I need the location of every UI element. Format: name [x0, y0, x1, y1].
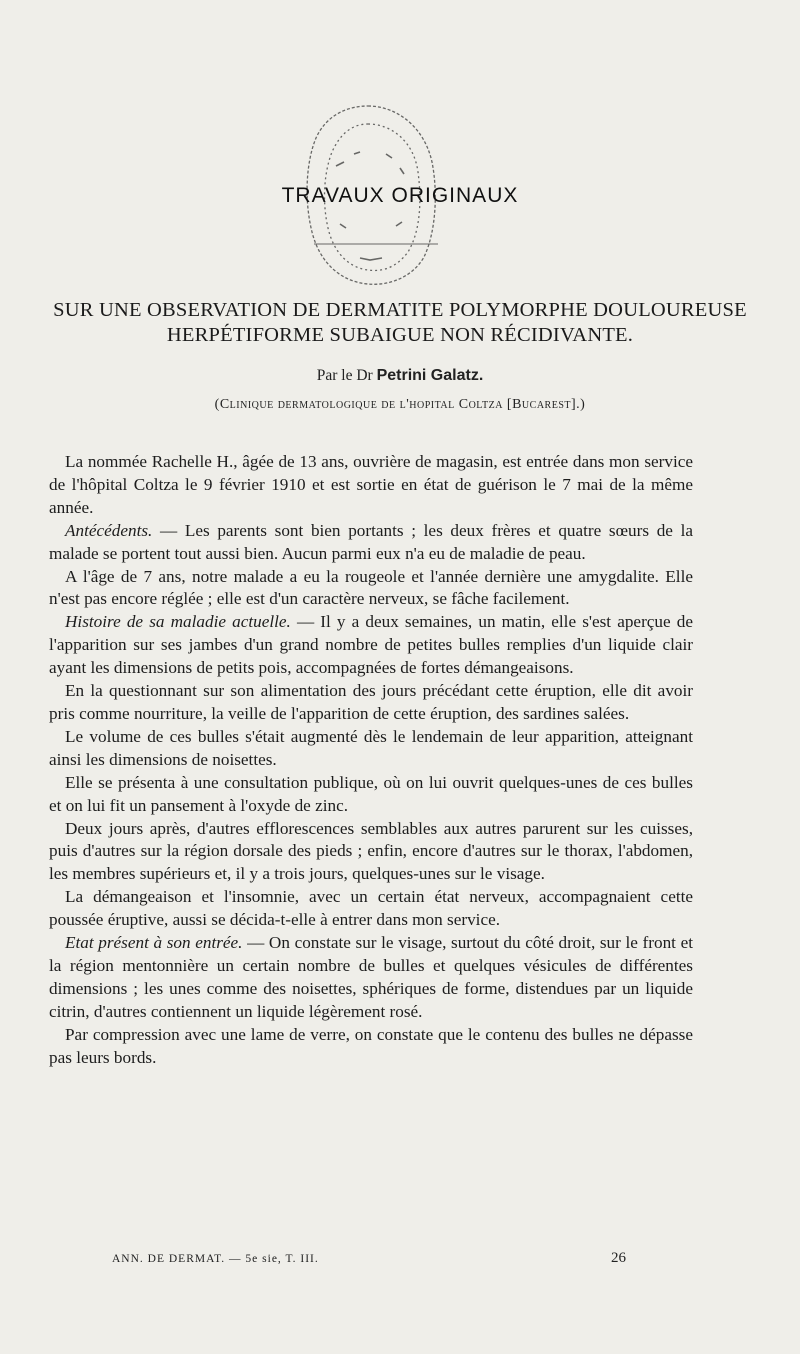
body-paragraph [49, 772, 693, 818]
body-paragraph [49, 566, 693, 612]
page-footer [112, 1250, 626, 1267]
paragraph-text: A l'âge de 7 ans, notre malade a eu la rougeole et l'année dernière une amygdalite. Elle n'est pas encore réglée ; elle est d'un caractère nerveux, se fâche facilement. [49, 566, 693, 609]
author-name: Petrini Galatz. [376, 367, 484, 384]
paragraph-lead: Histoire de sa maladie actuelle. [65, 612, 291, 632]
section-heading: TRAVAUX ORIGINAUX [281, 184, 519, 207]
article-body [49, 451, 693, 1069]
paragraph-lead: Etat présent à son entrée. [65, 933, 243, 953]
body-paragraph [49, 611, 693, 680]
body-paragraph [49, 451, 693, 520]
paragraph-lead: Antécédents. [65, 520, 153, 540]
affiliation [0, 397, 800, 413]
paragraph-text: En la questionnant sur son alimentation des jours précédant cette éruption, elle dit avoir pris comme nourriture, la veille de l'apparition de cette éruption, des sardines salées. [49, 681, 693, 723]
byline-prefix: Par le Dr [316, 367, 373, 384]
paragraph-text: — Les parents sont bien portants ; les deux frères et quatre sœurs de la malade se portent tout aussi bien. Aucun parmi eux n'a eu de maladie de peau. [49, 520, 693, 563]
affiliation-text: (Clinique dermatologique de l'hopital Coltza [Bucarest].) [214, 397, 586, 412]
body-paragraph [49, 520, 693, 566]
paragraph-text: La nommée Rachelle H., âgée de 13 ans, ouvrière de magasin, est entrée dans mon service de l'hôpital Coltza le 9 février 1910 et est sortie en état de guérison le 7 mai de la même année. [49, 452, 693, 517]
paragraph-text: La démangeaison et l'insomnie, avec un certain état nerveux, accompagnaient cette poussée éruptive, aussi se décida-t-elle à entrer dans mon service. [49, 887, 693, 930]
body-paragraph [49, 726, 693, 772]
body-paragraph [49, 818, 693, 887]
article-title: SUR UNE OBSERVATION DE DERMATITE POLYMORPHE DOULOUREUSE HERPÉTIFORME SUBAIGUE NON RÉCIDIVANTE. [53, 299, 747, 346]
paragraph-text: Elle se présenta à une consultation publique, où on lui ouvrit quelques-unes de ces bulles et on lui fit un pansement à l'oxyde de zinc. [49, 772, 693, 815]
journal-reference: ANN. DE DERMAT. — 5e sie, T. III. [112, 1253, 319, 1265]
body-paragraph [49, 932, 693, 1024]
byline [0, 367, 800, 385]
page-number: 26 [611, 1250, 626, 1266]
paragraph-text: Par compression avec une lame de verre, on constate que le contenu des bulles ne dépasse pas leurs bords. [49, 1024, 693, 1067]
body-paragraph [49, 886, 693, 932]
body-paragraph [49, 680, 693, 726]
body-paragraph [49, 1024, 693, 1070]
paragraph-text: — On constate sur le visage, surtout du côté droit, sur le front et la région mentonnière un certain nombre de bulles et quelques vésicules de différentes dimensions ; les unes comme des noisettes, sphériques de forme, distendues par un liquide citrin, d'autres contiennent un liquide légèrement rosé. [49, 933, 693, 1021]
paragraph-text: Le volume de ces bulles s'était augmenté dès le lendemain de leur apparition, atteignant ainsi les dimensions de noisettes. [49, 726, 693, 769]
paragraph-text: Deux jours après, d'autres efflorescences semblables aux autres parurent sur les cuisses, puis d'autres sur la région dorsale des pieds ; enfin, encore d'autres sur le thorax, l'abdomen, les membres supérieurs et, il y a trois jours, quelques-unes sur le visage. [49, 818, 693, 884]
paragraph-text: — Il y a deux semaines, un matin, elle s'est aperçue de l'apparition sur ses jambes d'un grand nombre de petites bulles remplies d'un liquide clair ayant les dimensions de petits pois, accompagnées de fortes démangeaisons. [49, 612, 693, 678]
